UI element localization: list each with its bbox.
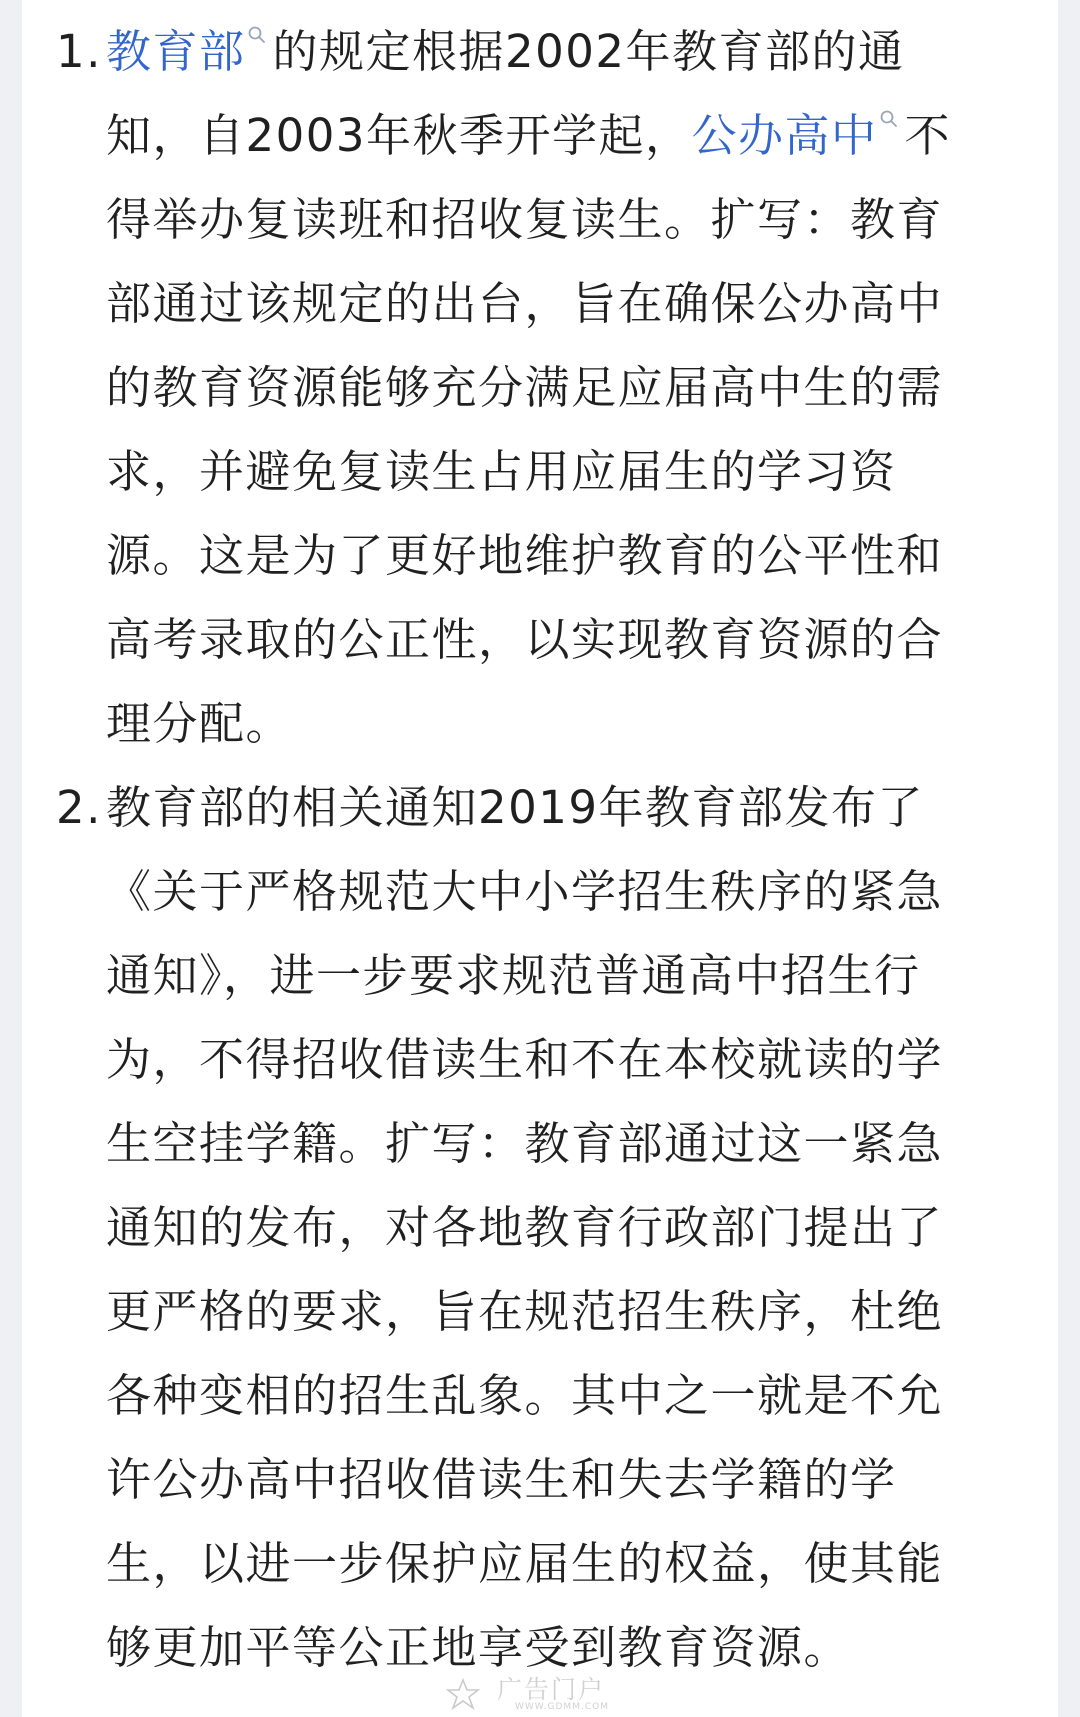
article-page [22,0,1058,1717]
item-text-line: 生，以进一步保护应届生的权益，使其能 [106,1537,944,1590]
list-item-number: 1. [56,25,102,78]
item-text-line: 为，不得招收借读生和不在本校就读的学 [106,1033,944,1086]
item-text: 不 [904,109,952,162]
watermark [445,1676,655,1712]
item-text-line: 够更加平等公正地享受到教育资源。 [106,1621,851,1674]
search-icon[interactable] [247,25,267,45]
watermark-name: 广告门户 [497,1675,606,1704]
item-text: 知，自2003年秋季开学起， [106,109,692,162]
list-item-2 [22,766,1006,1690]
list-item-1 [22,10,1006,766]
search-icon[interactable] [879,109,899,129]
item-text-line: 高考录取的公正性，以实现教育资源的合 [106,613,944,666]
item-text-line: 通知》，进一步要求规范普通高中招生行 [106,949,921,1002]
list-item-number: 2. [56,781,102,834]
education-ministry-link[interactable]: 教育部 [106,25,246,78]
item-text-line: 各种变相的招生乱象。其中之一就是不允 [106,1369,944,1422]
watermark-logo-icon [445,1678,481,1710]
item-text-line: 的教育资源能够充分满足应届高中生的需 [106,361,944,414]
watermark-url: WWW.GDMM.COM [515,1702,609,1712]
item-text-line: 得举办复读班和招收复读生。扩写：教育 [106,193,944,246]
item-text-line: 教育部的相关通知2019年教育部发布了 [106,781,925,834]
item-text-line: 更严格的要求，旨在规范招生秩序，杜绝 [106,1285,944,1338]
item-text-line: 理分配。 [106,697,293,750]
item-text-line: 《关于严格规范大中小学招生秩序的紧急 [106,865,944,918]
item-text-line: 源。这是为了更好地维护教育的公平性和 [106,529,944,582]
item-text-line: 通知的发布，对各地教育行政部门提出了 [106,1201,944,1254]
public-high-school-link[interactable]: 公办高中 [691,109,878,162]
list-item-1-line-1 [106,10,1006,94]
item-text: 的规定根据2002年教育部的通 [272,25,905,78]
item-text-line: 求，并避免复读生占用应届生的学习资 [106,445,897,498]
numbered-list [22,10,1058,1690]
item-text-line: 生空挂学籍。扩写：教育部通过这一紧急 [106,1117,944,1170]
item-text-line: 许公办高中招收借读生和失去学籍的学 [106,1453,897,1506]
item-text-line: 部通过该规定的出台，旨在确保公办高中 [106,277,944,330]
list-item-1-line-2 [106,94,1006,178]
